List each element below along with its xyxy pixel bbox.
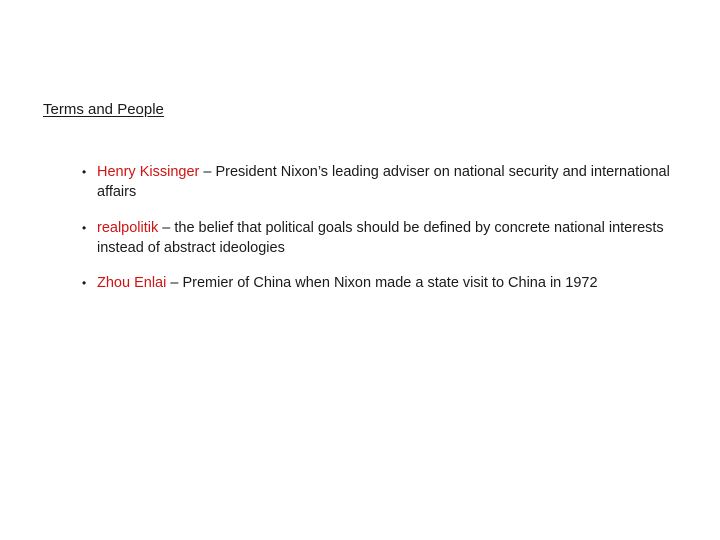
term-keyword: Zhou Enlai <box>97 275 167 291</box>
term-item-realpolitik <box>82 218 672 258</box>
term-definition: – President Nixon’s leading adviser on national security and international affairs <box>97 164 670 200</box>
term-definition: – the belief that political goals should be defined by concrete national interests instead of abstract ideologies <box>97 220 664 256</box>
bullet-icon: • <box>82 165 87 179</box>
bullet-icon: • <box>82 221 87 235</box>
terms-list <box>82 162 672 309</box>
section-heading: Terms and People <box>43 101 164 118</box>
bullet-icon: • <box>82 276 87 290</box>
term-keyword: Henry Kissinger <box>97 164 200 180</box>
term-item-zhou-enlai <box>82 273 672 293</box>
term-item-henry-kissinger <box>82 162 672 202</box>
term-keyword: realpolitik <box>97 220 159 236</box>
term-definition: – Premier of China when Nixon made a state visit to China in 1972 <box>166 275 598 291</box>
